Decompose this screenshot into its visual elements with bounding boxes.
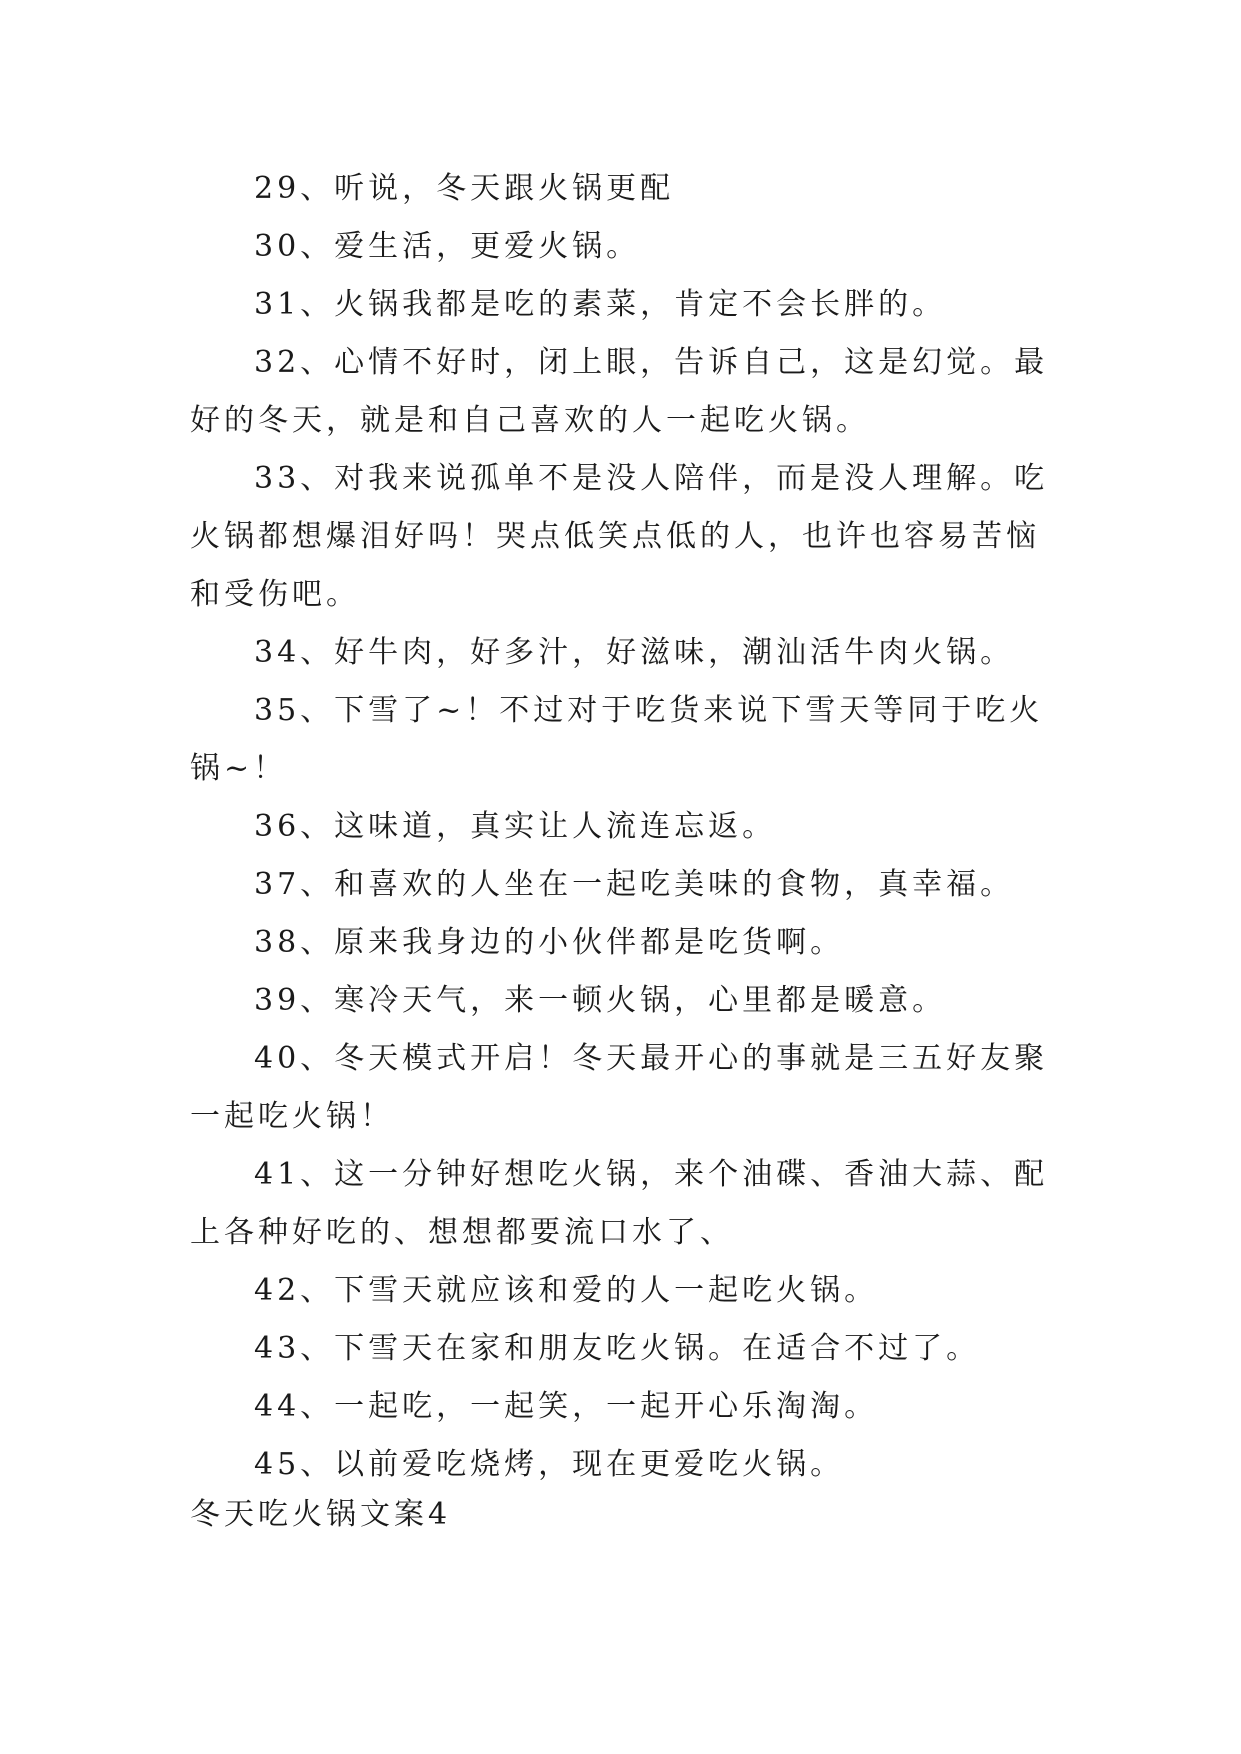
paragraph-30: 30、爱生活，更爱火锅。 [254, 229, 641, 264]
paragraph-36: 36、这味道，真实让人流连忘返。 [254, 809, 777, 844]
paragraph-32: 32、心情不好时，闭上眼，告诉自己，这是幻觉。最好的冬天，就是和自己喜欢的人一起吃火锅。 [190, 345, 1049, 438]
paragraph-42: 42、下雪天就应该和爱的人一起吃火锅。 [254, 1273, 879, 1308]
paragraph-31: 31、火锅我都是吃的素菜，肯定不会长胖的。 [254, 287, 947, 322]
paragraph-38: 38、原来我身边的小伙伴都是吃货啊。 [254, 925, 845, 960]
paragraph-37: 37、和喜欢的人坐在一起吃美味的食物，真幸福。 [254, 867, 1015, 902]
section-heading: 冬天吃火锅文案4 [190, 1497, 452, 1532]
paragraph-40: 40、冬天模式开启！冬天最开心的事就是三五好友聚一起吃火锅！ [190, 1041, 1049, 1134]
document-body [190, 160, 1050, 1494]
paragraph-39: 39、寒冷天气，来一顿火锅，心里都是暖意。 [254, 983, 947, 1018]
paragraph-29: 29、听说，冬天跟火锅更配 [254, 171, 675, 206]
paragraph-33: 33、对我来说孤单不是没人陪伴，而是没人理解。吃火锅都想爆泪好吗！哭点低笑点低的人，也许也容易苦恼和受伤吧。 [190, 461, 1049, 612]
paragraph-41: 41、这一分钟好想吃火锅，来个油碟、香油大蒜、配上各种好吃的、想想都要流口水了、 [190, 1157, 1049, 1250]
paragraph-43: 43、下雪天在家和朋友吃火锅。在适合不过了。 [254, 1331, 981, 1366]
paragraph-44: 44、一起吃，一起笑，一起开心乐淘淘。 [254, 1389, 879, 1424]
paragraph-35: 35、下雪了~！不过对于吃货来说下雪天等同于吃火锅~！ [190, 693, 1044, 786]
paragraph-45: 45、以前爱吃烧烤，现在更爱吃火锅。 [254, 1447, 845, 1482]
paragraph-34: 34、好牛肉，好多汁，好滋味，潮汕活牛肉火锅。 [254, 635, 1015, 670]
